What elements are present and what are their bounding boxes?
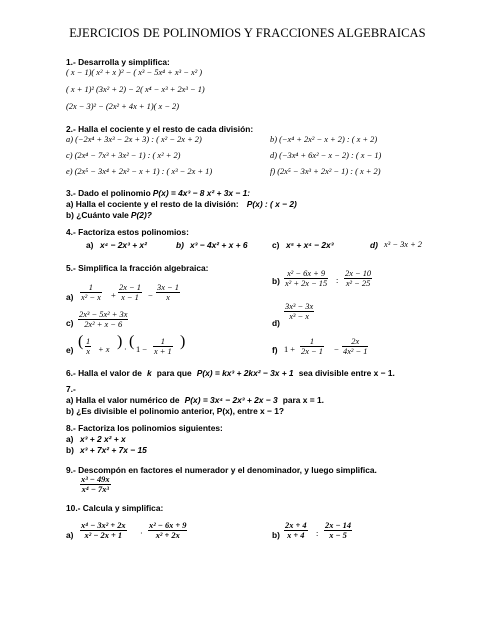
- exercise-4a: x⁴ − 2x³ + x²: [100, 240, 147, 250]
- exercise-5f-f1-den: 2x − 1: [301, 347, 323, 356]
- exercise-6: [66, 368, 395, 378]
- exercise-5e-f2-num: 1: [153, 337, 173, 347]
- exercise-10a-fraction-2: [148, 521, 187, 540]
- exercise-10a-f1-den: x² − 2x + 1: [84, 531, 123, 540]
- exercise-5f-fraction-2: [342, 337, 368, 356]
- exercise-5e-paren-open-1: (: [78, 333, 84, 350]
- exercise-9-fraction: [80, 475, 111, 494]
- exercise-7a-polynomial: P(x) = 3x⁴ − 2x³ + 2x − 3: [184, 395, 278, 405]
- exercise-5b-f1-den: x² + 2x − 15: [285, 279, 328, 288]
- exercise-1-line-2: ( x + 1)² (3x² + 2) − 2( x⁴ − x³ + 2x³ − 1): [66, 85, 205, 94]
- exercise-10b-f2-num: 2x − 14: [325, 521, 352, 530]
- exercise-3b-value: P(2)?: [130, 210, 152, 220]
- exercise-2e: e) (2x⁵ − 3x⁴ + 2x² − x + 1) : ( x³ − 2x + 1): [66, 167, 213, 176]
- exercise-5b-f2-den: x² − 25: [345, 279, 371, 288]
- exercise-10a-f1-num: x⁴ − 3x² + 2x: [81, 521, 126, 530]
- exercise-3a: [66, 199, 297, 209]
- exercise-10a-f2-num: x² − 6x + 9: [149, 521, 187, 530]
- exercise-9-den: x⁴ − 7x³: [81, 485, 109, 494]
- exercise-10a-fraction-1: [80, 521, 127, 540]
- exercise-7a: [66, 395, 324, 405]
- exercise-8a-label: a): [66, 434, 74, 444]
- exercise-5a-op-2: −: [148, 291, 153, 300]
- exercise-10b-f2-den: x − 5: [329, 531, 347, 540]
- exercise-5b-fraction-2: [344, 269, 372, 288]
- exercise-5a-fraction-3: [156, 283, 180, 302]
- exercise-6-polynomial: P(x) = kx³ + 2kx² − 3x + 1: [196, 368, 294, 378]
- exercise-9-heading: 9.- Descompón en factores el numerador y el denominador, y luego simplifica.: [66, 465, 377, 475]
- exercise-5e-f2-den: x + 1: [154, 347, 172, 356]
- exercise-5f-fraction-1: [300, 337, 324, 356]
- exercise-4b: x³ − 4x² + x + 6: [190, 240, 248, 250]
- exercise-10b-op: :: [316, 529, 319, 538]
- exercise-5a-fraction-1: [80, 283, 102, 302]
- exercise-2f: f) (2x⁵ − 3x³ + 2x² − 1) : ( x + 2): [270, 167, 381, 176]
- exercise-3-heading-text: 3.- Dado el polinomio: [66, 188, 151, 198]
- exercise-3a-division: P(x) : ( x − 2): [246, 199, 297, 209]
- exercise-5b-fraction-1: [284, 269, 328, 288]
- exercise-5b-f1-num: x² − 6x + 9: [284, 269, 328, 279]
- exercise-3b: [66, 210, 152, 220]
- exercise-10a-label: a): [66, 530, 74, 540]
- exercise-5c-num: 2x³ − 5x² + 3x: [79, 310, 128, 319]
- exercise-10b-f1-num: 2x + 4: [285, 521, 307, 530]
- exercise-5b-label: b): [272, 276, 280, 286]
- exercise-5a-f2-num: 2x − 1: [119, 283, 141, 292]
- exercise-5a-f3-num: 3x − 1: [157, 283, 179, 292]
- page-title: EJERCICIOS DE POLINOMIOS Y FRACCIONES ALGEBRAICAS: [69, 26, 426, 40]
- exercise-1-line-3: (2x − 3)² − (2x² + 4x + 1)( x − 2): [66, 102, 180, 111]
- exercise-5-heading: 5.- Simplifica la fracción algebraica:: [66, 263, 209, 273]
- exercise-5e-one-minus: 1 −: [136, 345, 148, 354]
- exercise-2a: a) (−2x⁴ + 3x³ − 2x + 3) : ( x² − 2x + 2): [66, 135, 202, 144]
- exercise-5e-paren-close-1: ): [117, 333, 123, 350]
- exercise-5f-f2-den: 4x² − 1: [343, 347, 368, 356]
- exercise-7a-text: a) Halla el valor numérico de: [66, 395, 180, 405]
- exercise-3a-text: a) Halla el cociente y el resto de la división:: [66, 199, 239, 209]
- exercise-5c-fraction: [78, 310, 128, 329]
- exercise-5d-fraction: [284, 302, 314, 321]
- exercise-10a-f2-den: x² + 2x: [155, 531, 180, 540]
- exercise-5e-dot: ·: [124, 345, 127, 354]
- exercise-5c-label: c): [66, 318, 74, 328]
- exercise-5e-fraction-1: [85, 337, 91, 356]
- exercise-2d: d) (−3x⁴ + 6x² − x − 2) : ( x − 1): [270, 151, 382, 160]
- exercise-5a-label: a): [66, 292, 74, 302]
- exercise-8b: x³ + 7x² + 7x − 15: [80, 445, 147, 455]
- exercise-10b-fraction-1: [284, 521, 308, 540]
- exercise-5f-op: −: [334, 345, 339, 354]
- exercise-5d-den: x³ − x: [289, 312, 309, 321]
- exercise-2-heading: 2.- Halla el cociente y el resto de cada división:: [66, 124, 254, 134]
- exercise-10-heading: 10.- Calcula y simplifica:: [66, 503, 164, 513]
- exercise-1-line-1: ( x − 1)( x² + x )² − ( x³ − 5x⁴ + x³ − x² ): [66, 68, 203, 77]
- exercise-4d-label: d): [370, 240, 378, 250]
- exercise-5e-label: e): [66, 345, 74, 355]
- exercise-5f-label: f): [272, 345, 278, 355]
- exercise-5a-f1-num: 1: [80, 283, 102, 293]
- exercise-5a-fraction-2: [118, 283, 142, 302]
- exercise-6-text-2: para que: [156, 368, 192, 378]
- exercise-5c-den: 2x² + x − 6: [84, 320, 123, 329]
- exercise-5a-f3-den: x: [166, 293, 170, 302]
- exercise-8b-label: b): [66, 445, 74, 455]
- exercise-5f-f2-num: 2x: [342, 337, 368, 347]
- exercise-5e-paren-open-2: (: [129, 333, 135, 350]
- exercise-7b: b) ¿Es divisible el polinomio anterior, P(x), entre x − 1?: [66, 406, 285, 416]
- exercise-5e-paren-close-2: ): [180, 333, 186, 350]
- exercise-10b-label: b): [272, 530, 280, 540]
- exercise-4b-label: b): [176, 240, 184, 250]
- exercise-5d-num: 3x³ − 3x: [285, 302, 314, 311]
- exercise-5e-f1-num: 1: [86, 337, 91, 346]
- exercise-6-k: k: [146, 368, 152, 378]
- exercise-5e-plus-x: + x: [98, 345, 110, 354]
- exercise-6-text-3: sea divisible entre x − 1.: [298, 368, 395, 378]
- exercise-9-num: x³ − 49x: [81, 475, 110, 484]
- exercise-5a-f2-den: x − 1: [121, 293, 139, 302]
- exercise-2b: b) (−x⁴ + 2x² − x + 2) : ( x + 2): [270, 135, 378, 144]
- exercise-6-text-1: 6.- Halla el valor de: [66, 368, 142, 378]
- exercise-3-heading: [66, 188, 250, 198]
- exercise-5a-f1-den: x² − x: [81, 293, 101, 302]
- exercise-3b-text: b) ¿Cuánto vale: [66, 210, 129, 220]
- exercise-10b-f1-den: x + 4: [287, 531, 305, 540]
- exercise-5b-f2-num: 2x − 10: [345, 269, 372, 278]
- exercise-3-polynomial: P(x) = 4x³ − 8 x² + 3x − 1:: [152, 188, 251, 198]
- exercise-4-heading: 4.- Factoriza estos polinomios:: [66, 227, 189, 237]
- exercise-4c: x⁵ + x⁴ − 2x³: [286, 240, 334, 250]
- exercise-8a: x³ + 2 x² + x: [80, 434, 126, 444]
- exercise-4c-label: c): [272, 240, 280, 250]
- exercise-5f-f1-num: 1: [300, 337, 324, 347]
- exercise-10a-op: ·: [140, 529, 143, 538]
- exercise-5b-op: :: [336, 276, 339, 285]
- exercise-4a-label: a): [86, 240, 94, 250]
- exercise-5d-label: d): [272, 318, 280, 328]
- exercise-10b-fraction-2: [324, 521, 352, 540]
- exercise-5f-one-plus: 1 +: [284, 345, 296, 354]
- exercise-5e-f1-den: x: [86, 347, 90, 356]
- exercise-8-heading: 8.- Factoriza los polinomios siguientes:: [66, 423, 223, 433]
- exercise-7-heading: 7.-: [66, 384, 76, 394]
- exercise-2c: c) (2x⁴ − 7x³ + 3x² − 1) : ( x² + 2): [66, 151, 181, 160]
- exercise-5a-op-1: +: [111, 291, 116, 300]
- exercise-5e-fraction-2: [153, 337, 173, 356]
- exercise-7a-post: para x = 1.: [282, 395, 324, 405]
- exercise-1-heading: 1.- Desarrolla y simplifica:: [66, 57, 170, 67]
- exercise-4d: x³ − 3x + 2: [384, 240, 422, 249]
